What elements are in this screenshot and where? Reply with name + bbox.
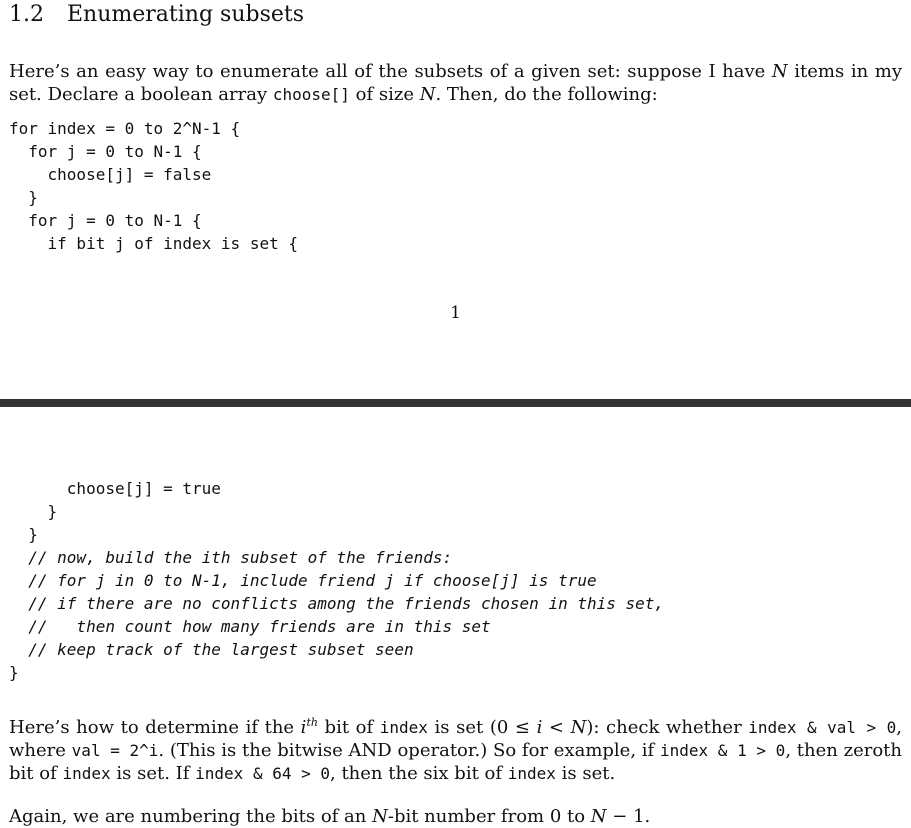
inline-code: index [62,764,111,783]
closing-paragraph [9,805,902,828]
page-break-divider [0,399,911,407]
code-line: } [9,188,38,207]
page-number: 1 [450,303,461,323]
code-line: } [9,502,58,521]
math-var: i [300,717,307,738]
code-line: } [9,663,19,682]
code-comment-line: // then count how many friends are in this set [9,617,491,636]
intro-text: items in my set. Declare a boolean array [9,61,903,105]
section-title: Enumerating subsets [67,2,305,27]
intro-paragraph [9,60,902,106]
math-var: N [372,806,388,827]
para-text: , then the six bit of [330,763,508,784]
bits-paragraph [9,716,902,785]
code-line: for index = 0 to 2^N-1 { [9,119,241,138]
para-text: is set. [555,763,616,784]
intro-text: . Then, do the following: [435,84,658,105]
code-line: choose[j] = true [9,479,221,498]
code-line: } [9,525,38,544]
code-comment-line: // now, build the ith subset of the friends: [9,548,453,567]
para-text: , then zeroth bit of [9,740,903,784]
math-var: N [590,806,607,827]
code-comment-line: // keep track of the largest subset seen [9,640,414,659]
code-comment-line: // if there are no conflicts among the friends chosen in this set, [9,594,665,613]
inline-code: index [379,718,428,737]
para-text: ): check whether [586,717,749,738]
inline-code: choose[] [272,85,350,104]
para-text: -bit number from 0 to [387,806,591,827]
math-superscript: th [306,716,318,729]
code-line: if bit j of index is set { [9,234,298,253]
code-line: choose[j] = false [9,165,212,184]
para-text: is set. If [110,763,196,784]
intro-text: Here’s an easy way to enumerate all of the subsets of a given set: suppose I have [9,61,772,82]
para-text: Here’s how to determine if the [9,717,301,738]
section-heading [9,2,304,27]
inline-code: index & 64 > 0 [195,764,330,783]
math-var: N [419,84,436,105]
math-var: N [771,61,788,82]
math-var: N [570,717,587,738]
inline-code: index & 1 > 0 [659,741,786,760]
code-line: for j = 0 to N-1 { [9,211,202,230]
section-number: 1.2 [9,2,44,27]
para-text: bit of [317,717,380,738]
math-var: i [536,717,543,738]
para-text: < [542,717,571,738]
code-comment-line: // for j in 0 to N-1, include friend j if choose[j] is true [9,571,597,590]
para-text: Again, we are numbering the bits of an [9,806,373,827]
para-text: is set (0 ≤ [427,717,537,738]
code-line: for j = 0 to N-1 { [9,142,202,161]
inline-code: index & val > 0 [748,718,897,737]
para-text: , where [9,717,902,761]
para-text: . (This is the bitwise AND operator.) So for example, if [158,740,660,761]
inline-code: val = 2^i [71,741,159,760]
inline-code: index [507,764,556,783]
intro-text: of size [349,84,420,105]
para-text: − 1. [606,806,651,827]
